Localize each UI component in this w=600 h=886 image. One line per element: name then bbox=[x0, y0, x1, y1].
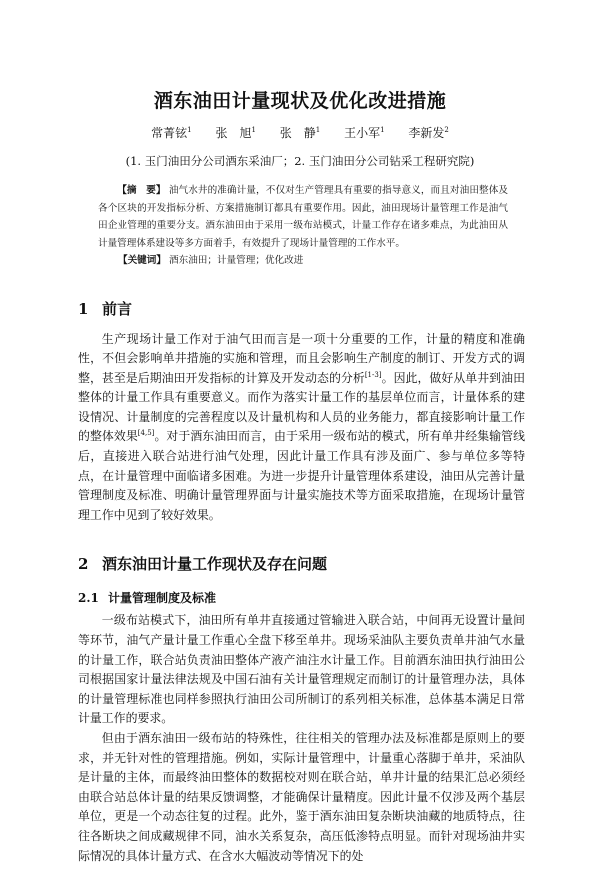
section-title: 酒东油田计量工作现状及存在问题 bbox=[102, 555, 328, 574]
keywords-label: 【关键词】 bbox=[118, 255, 166, 266]
paragraph-text: 生产现场计量工作对于油气田而言是一项十分重要的工作，计量的精度和准确性，不但会影响单井措施的实施和管理，而且会影响生产制度的制订、开发方式的调整，甚至是后期油田开发指标的计算及开发动态的分析 bbox=[78, 331, 525, 385]
author-name: 常菁铉 bbox=[151, 126, 188, 140]
author-affiliation-mark: 1 bbox=[251, 126, 256, 134]
author bbox=[280, 126, 320, 140]
body-paragraph: 一级布站模式下，油田所有单井直接通过管输进入联合站，中间再无设置计量间等环节，油气产量计量工作重心全盘下移至单井。现场采油队主要负责单井油气水量的计量工作，联合站负责油田整体产液产油注水计量工作。目前酒东油田执行油田公司根据国家计量法律法规及中国石油有关计量管理规定而制订的计量管理办法，具体的计量管理标准也同样参照执行油田公司所制订的系列相关标准，总体基本满足日常计量工作的要求。 bbox=[78, 613, 525, 726]
citation: [1-3] bbox=[364, 370, 382, 379]
author-name: 王小军 bbox=[344, 126, 381, 140]
paragraph-text: 。因此，做好从单井到油田整体的计量工作具有重要意义。而作为落实计量工作的基层单位而言，计量体系的建设情况、计量制度的完善程度以及计量机构和人员的业务能力，都直接影响计量工作的整体效果 bbox=[78, 370, 525, 444]
author-list bbox=[0, 124, 600, 142]
author bbox=[408, 126, 448, 140]
section-number: 2 bbox=[78, 555, 89, 574]
keywords-text: 酒东油田；计量管理；优化改进 bbox=[169, 255, 304, 266]
subsection-heading bbox=[78, 589, 525, 607]
author-name: 张 静 bbox=[279, 126, 316, 140]
subsection-title: 计量管理制度及标准 bbox=[108, 591, 217, 606]
author-name: 李新发 bbox=[408, 126, 445, 140]
keywords bbox=[118, 252, 508, 270]
section-heading bbox=[78, 298, 525, 320]
author-affiliation-mark: 1 bbox=[315, 126, 321, 134]
body-paragraph bbox=[78, 330, 525, 526]
subsection-number: 2.1 bbox=[78, 591, 99, 606]
paper-title: 酒东油田计量现状及优化改进措施 bbox=[153, 90, 447, 112]
author-affiliation-mark: 1 bbox=[380, 126, 385, 134]
section-number: 1 bbox=[78, 299, 89, 318]
section-heading bbox=[78, 553, 525, 575]
abstract-label: 【摘 要】 bbox=[117, 185, 166, 196]
author-affiliation-mark: 2 bbox=[444, 126, 449, 134]
author-name: 张 旭 bbox=[215, 126, 252, 140]
affiliation: (1. 玉门油田分公司酒东采油厂；2. 玉门油田分公司钻采工程研究院) bbox=[125, 154, 475, 168]
citation: [4,5] bbox=[137, 429, 155, 438]
section-title: 前言 bbox=[102, 299, 133, 318]
body-paragraph: 但由于酒东油田一级布站的特殊性，往往相关的管理办法及标准都是原则上的要求，并无针对性的管理措施。例如，实际计量管理中，计量重心落脚于单井，采油队是计量的主体，而最终油田整体的数据校对则在联合站，单井计量的结果汇总必须经由联合站总体计量的结果反馈调整，才能确保计量精度。因此计量不仅涉及两个基层单位，更是一个动态往复的过程。此外，鉴于酒东油田复杂断块油藏的地质特点，往往各断块之间成藏规律不同，油水关系复杂，高压低渗特点明显。而针对现场油井实际情况的具体计量方式、在含水大幅波动等情况下的处 bbox=[78, 731, 525, 863]
abstract bbox=[98, 182, 508, 252]
author bbox=[344, 126, 384, 140]
author bbox=[215, 126, 255, 140]
author-affiliation-mark: 1 bbox=[187, 126, 192, 134]
author bbox=[151, 126, 191, 140]
paragraph-text: 。对于酒东油田而言，由于采用一级布站的模式，所有单井经集输管线后，直接进入联合站进行油气处理，因此计量工作具有涉及面广、参与单位多等特点，在计量管理中面临诸多困难。为进一步提升计量管理体系建设，油田从完善计量管理制度及标准、明确计量管理界面与计量实施技术等方面采取措施，在现场计量管理工作中见到了较好效果。 bbox=[78, 429, 525, 522]
abstract-text: 油气水井的准确计量，不仅对生产管理具有重要的指导意义，而且对油田整体及各个区块的开发指标分析、方案措施制订都具有重要作用。因此，油田现场计量管理工作是油气田企业管理的重要分支。酒东油田由于采用一级布站模式，计量工作存在诸多难点，为此油田从计量管理体系建设等多方面着手，有效提升了现场计量管理的工作水平。 bbox=[98, 185, 508, 249]
